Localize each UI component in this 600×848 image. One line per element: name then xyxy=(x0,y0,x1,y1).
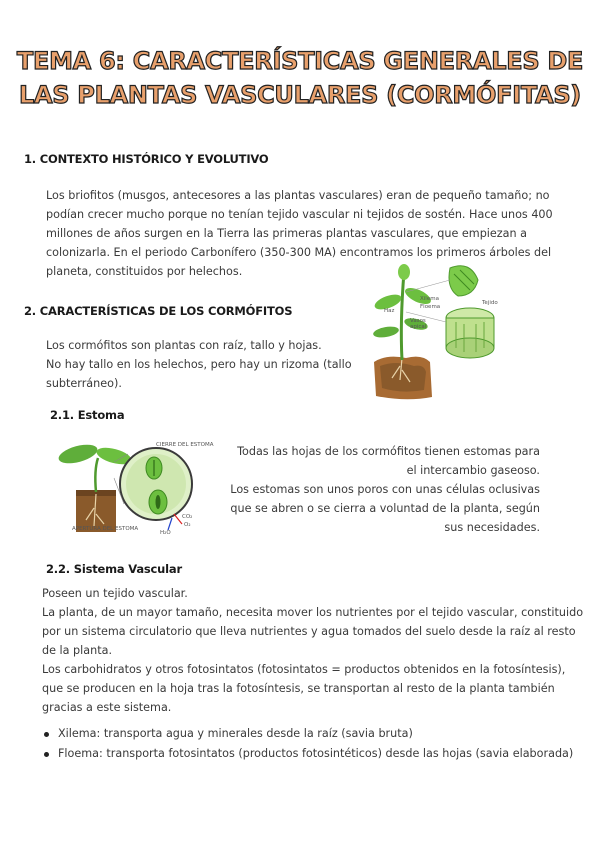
section-2-2-paragraph xyxy=(42,584,583,717)
section-2-heading: 2. CARACTERÍSTICAS DE LOS CORMÓFITOS xyxy=(24,304,293,318)
section-2-2-line: de la planta. xyxy=(42,644,113,657)
label-o2: O₂ xyxy=(184,522,191,528)
label-xilema: Xilema xyxy=(420,296,439,302)
label-apical: apical xyxy=(410,324,427,330)
stoma-figure xyxy=(50,434,214,538)
section-2-1-paragraph xyxy=(230,442,540,537)
vascular-tissue-list xyxy=(42,724,573,764)
section-2-2-line: Poseen un tejido vascular. xyxy=(42,587,188,600)
section-2-1-line: que se abren o se cierra a voluntad de la planta, según xyxy=(230,502,540,515)
label-tejido: Tejido xyxy=(482,300,498,306)
section-1-line: podían crecer mucho porque no tenían tejido vascular ni tejidos de sostén. Hace unos 400 xyxy=(46,208,553,221)
section-2-line: subterráneo). xyxy=(46,377,122,390)
vascular-plant-figure xyxy=(366,262,502,402)
stoma-illustration xyxy=(50,434,200,538)
label-haz: Haz xyxy=(384,308,395,314)
section-2-2-line: Los carbohidratos y otros fotosintatos (fotosintatos = productos obtenidos en la fotosíntesis), xyxy=(42,663,566,676)
section-1-line: colonizarla. En el periodo Carbonífero (350-300 MA) encontramos los primeros árboles del xyxy=(46,246,552,259)
section-2-2-line: por un sistema circulatorio que lleva nutrientes y agua tomados del suelo desde la raíz al resto xyxy=(42,625,576,638)
section-2-2-line: La planta, de un mayor tamaño, necesita mover los nutrientes por el tejido vascular, constituido xyxy=(42,606,584,619)
list-item-floema: Floema: transporta fotosintatos (productos fotosintéticos) desde las hojas (savia elaborada) xyxy=(42,744,573,764)
label-vasos: Vasos xyxy=(410,318,426,324)
section-1-line: Los briofitos (musgos, antecesores a las plantas vasculares) eran de pequeño tamaño; no xyxy=(46,189,550,202)
label-floema: Floema xyxy=(420,304,441,310)
label-co2: CO₂ xyxy=(182,514,193,520)
section-2-line: No hay tallo en los helechos, pero hay un rizoma (tallo xyxy=(46,358,352,371)
label-apertura-estoma: APERTURA DEL ESTOMA xyxy=(72,526,139,532)
list-item-xilema: Xilema: transporta agua y minerales desde la raíz (savia bruta) xyxy=(42,724,573,744)
section-1-line: millones de años surgen en la Tierra las primeras plantas vasculares, que empiezan a xyxy=(46,227,528,240)
section-2-2-heading: 2.2. Sistema Vascular xyxy=(46,562,182,576)
label-cierre-estoma: CIERRE DEL ESTOMA xyxy=(156,442,214,448)
section-2-1-line: el intercambio gaseoso. xyxy=(406,464,540,477)
section-2-paragraph xyxy=(46,336,352,393)
page-title-line-1: TEMA 6: CARACTERÍSTICAS GENERALES DE xyxy=(16,47,584,75)
section-2-2-line: gracias a este sistema. xyxy=(42,701,172,714)
section-2-2-line: que se producen en la hoja tras la fotosíntesis, se transportan al resto de la planta también xyxy=(42,682,555,695)
section-2-1-line: sus necesidades. xyxy=(444,521,540,534)
section-1-line: planeta, constituidos por helechos. xyxy=(46,265,243,278)
page-title-line-2: LAS PLANTAS VASCULARES (CORMÓFITAS) xyxy=(19,81,581,109)
label-h2o: H₂O xyxy=(160,530,171,536)
section-2-1-line: Todas las hojas de los cormófitos tienen estomas para xyxy=(237,445,540,458)
section-2-1-line: Los estomas son unos poros con unas células oclusivas xyxy=(230,483,540,496)
vascular-plant-illustration xyxy=(366,262,502,402)
section-2-1-heading: 2.1. Estoma xyxy=(50,408,125,422)
section-1-heading: 1. CONTEXTO HISTÓRICO Y EVOLUTIVO xyxy=(24,152,269,166)
section-2-line: Los cormófitos son plantas con raíz, tallo y hojas. xyxy=(46,339,322,352)
